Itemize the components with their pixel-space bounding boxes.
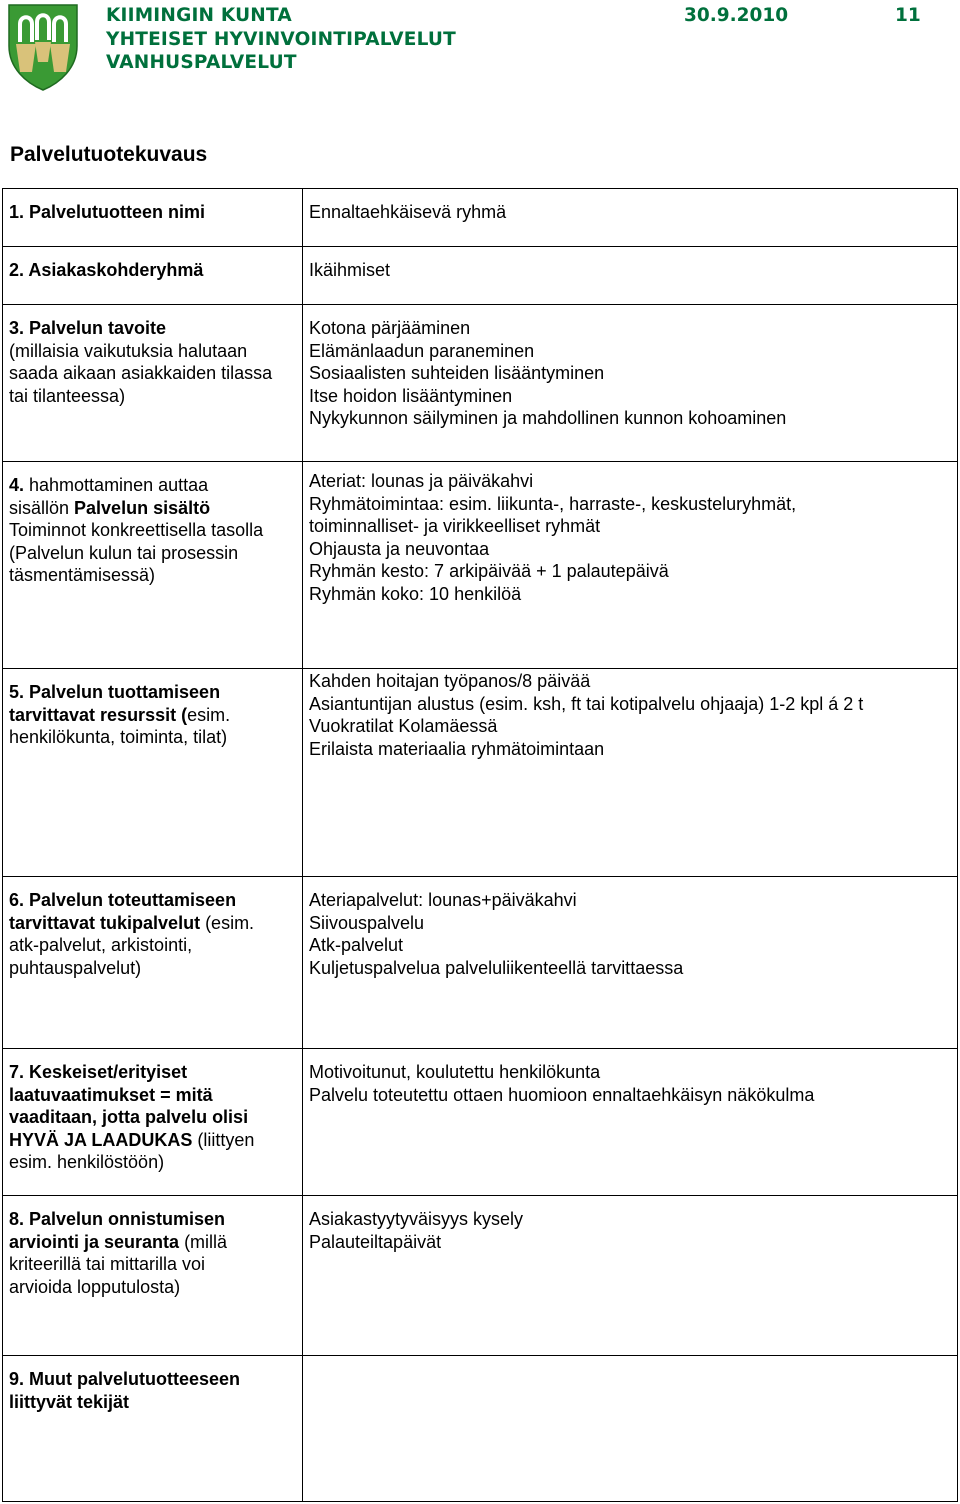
table-row (3, 247, 958, 305)
label-text: arvioida lopputulosta) (9, 1276, 181, 1297)
label-line (9, 934, 296, 957)
table-row (3, 1356, 958, 1502)
row-content-cell (303, 247, 958, 305)
row-content-cell (303, 1049, 958, 1196)
content-line: Ryhmätoimintaa: esim. liikunta-, harraste-, keskusteluryhmät, (309, 493, 797, 514)
content-line: Ohjausta ja neuvontaa (309, 538, 490, 559)
content-line: Siivouspalvelu (309, 912, 425, 933)
label-text: henkilökunta, toiminta, tilat) (9, 727, 228, 748)
content-line: Nykykunnon säilyminen ja mahdollinen kunnon kohoaminen (309, 408, 787, 429)
row-label-cell (3, 247, 303, 305)
label-line (9, 474, 296, 497)
row-content-cell (303, 1196, 958, 1356)
row-label-cell (3, 1356, 303, 1502)
label-line (9, 317, 296, 340)
label-text: arviointi ja seuranta (9, 1231, 180, 1252)
content-line: Ennaltaehkäisevä ryhmä (309, 202, 507, 222)
label-text: esim. henkilöstöön) (9, 1152, 165, 1173)
document-title: Palvelutuotekuvaus (10, 143, 208, 166)
table-row (3, 1049, 958, 1196)
content-line: Asiakastyytyväisyys kysely (309, 1209, 524, 1229)
label-text: tai tilanteessa) (9, 385, 126, 406)
content-line: Kuljetuspalvelua palveluliikenteellä tarvittaessa (309, 957, 684, 978)
row-label-cell (3, 462, 303, 669)
row-label-cell (3, 1049, 303, 1196)
label-line (9, 1106, 296, 1129)
label-text: 1. Palvelutuotteen nimi (9, 202, 206, 222)
row-content-cell (303, 305, 958, 462)
label-line (9, 564, 296, 587)
label-line (9, 681, 296, 704)
label-text: tarvittavat resurssit ( (9, 704, 188, 725)
label-line (9, 889, 296, 912)
content-line: Palvelu toteutettu ottaen huomioon ennaltaehkäisyn näkökulma (309, 1084, 815, 1105)
content-line: Vuokratilat Kolamäessä (309, 716, 498, 737)
content-line: Ateriapalvelut: lounas+päiväkahvi (309, 890, 577, 910)
label-text: puhtauspalvelut) (9, 957, 142, 978)
page-number: 11 (895, 5, 921, 26)
label-line (9, 362, 296, 385)
label-line (9, 1129, 296, 1152)
label-text: 5. Palvelun tuottamiseen (9, 682, 221, 702)
row-label-cell (3, 1196, 303, 1356)
label-line (9, 259, 296, 282)
row-content-cell (303, 1356, 958, 1502)
label-line (9, 1084, 296, 1107)
table-row (3, 1196, 958, 1356)
label-text: sisällön (9, 497, 75, 518)
row-content-cell (303, 877, 958, 1049)
row-label-cell (3, 305, 303, 462)
label-text: (liittyen (192, 1129, 255, 1150)
content-line: Kahden hoitajan työpanos/8 päivää (309, 671, 591, 691)
content-line: Asiantuntijan alustus (esim. ksh, ft tai kotipalvelu ohjaaja) 1-2 kpl á 2 t (309, 693, 864, 714)
label-text: 7. Keskeiset/erityiset (9, 1062, 188, 1082)
table-row (3, 877, 958, 1049)
label-text: (millaisia vaikutuksia halutaan (9, 340, 248, 361)
label-text: HYVÄ JA LAADUKAS (9, 1129, 193, 1150)
department-name: YHTEISET HYVINVOINTIPALVELUT (106, 28, 456, 50)
content-line: Ikäihmiset (309, 260, 391, 280)
row-label-cell (3, 189, 303, 247)
label-text: 8. Palvelun onnistumisen (9, 1209, 226, 1229)
label-line (9, 385, 296, 408)
row-label-cell (3, 877, 303, 1049)
municipal-crest-logo (6, 2, 80, 92)
label-line (9, 519, 296, 542)
label-text: saada aikaan asiakkaiden tilassa (9, 363, 273, 384)
label-line (9, 1231, 296, 1254)
table-row (3, 305, 958, 462)
label-text: vaaditaan, jotta palvelu olisi (9, 1107, 249, 1128)
content-line: Elämänlaadun paraneminen (309, 340, 535, 361)
content-line: Ryhmän koko: 10 henkilöä (309, 583, 522, 604)
label-text: 4. (9, 475, 25, 495)
row-content-cell (303, 462, 958, 669)
content-line: Itse hoidon lisääntyminen (309, 385, 513, 406)
label-line (9, 704, 296, 727)
content-line: Ryhmän kesto: 7 arkipäivää + 1 palautepäivä (309, 561, 669, 582)
content-line: toiminnalliset- ja virikkeelliset ryhmät (309, 516, 601, 537)
label-line (9, 340, 296, 363)
label-text: 9. Muut palvelutuotteeseen (9, 1369, 241, 1389)
label-line (9, 1061, 296, 1084)
label-line (9, 497, 296, 520)
label-line (9, 201, 296, 224)
row-content-cell (303, 669, 958, 877)
content-line: Motivoitunut, koulutettu henkilökunta (309, 1062, 601, 1082)
label-text: (millä (179, 1231, 228, 1252)
page-header (0, 0, 960, 110)
row-label-cell (3, 669, 303, 877)
label-text: Palvelun sisältö (74, 497, 211, 518)
label-line (9, 1151, 296, 1174)
label-text: 2. Asiakaskohderyhmä (9, 260, 204, 280)
label-line (9, 1208, 296, 1231)
content-line: Palauteiltapäivät (309, 1231, 442, 1252)
label-line (9, 1391, 296, 1414)
label-text: esim. (187, 704, 231, 725)
label-text: Toiminnot konkreettisella tasolla (9, 520, 264, 541)
label-line (9, 1368, 296, 1391)
label-line (9, 1253, 296, 1276)
content-line: Sosiaalisten suhteiden lisääntyminen (309, 363, 605, 384)
label-line (9, 1276, 296, 1299)
label-text: täsmentämisessä) (9, 565, 156, 586)
content-line: Kotona pärjääminen (309, 318, 471, 338)
label-text: kriteerillä tai mittarilla voi (9, 1254, 206, 1275)
label-text: tarvittavat tukipalvelut (9, 912, 201, 933)
label-line (9, 542, 296, 565)
label-line (9, 957, 296, 980)
label-text: (Palvelun kulun tai prosessin (9, 542, 239, 563)
unit-name: VANHUSPALVELUT (106, 52, 297, 73)
label-text: atk-palvelut, arkistointi, (9, 935, 193, 956)
label-text: 6. Palvelun toteuttamiseen (9, 890, 237, 910)
content-line: Atk-palvelut (309, 935, 404, 956)
municipality-name: KIIMINGIN KUNTA (106, 5, 292, 26)
label-text: 3. Palvelun tavoite (9, 318, 167, 338)
service-description-table (2, 188, 958, 1502)
label-text: laatuvaatimukset = mitä (9, 1084, 213, 1105)
label-text: (esim. (200, 912, 255, 933)
content-line: Ateriat: lounas ja päiväkahvi (309, 471, 534, 491)
label-line (9, 726, 296, 749)
label-text: liittyvät tekijät (9, 1391, 130, 1412)
table-row (3, 462, 958, 669)
table-row (3, 189, 958, 247)
content-line: Erilaista materiaalia ryhmätoimintaan (309, 738, 605, 759)
document-date: 30.9.2010 (684, 5, 789, 26)
table-row (3, 669, 958, 877)
organization-header (106, 4, 456, 75)
row-content-cell (303, 189, 958, 247)
label-text: hahmottaminen auttaa (24, 475, 209, 495)
label-line (9, 912, 296, 935)
